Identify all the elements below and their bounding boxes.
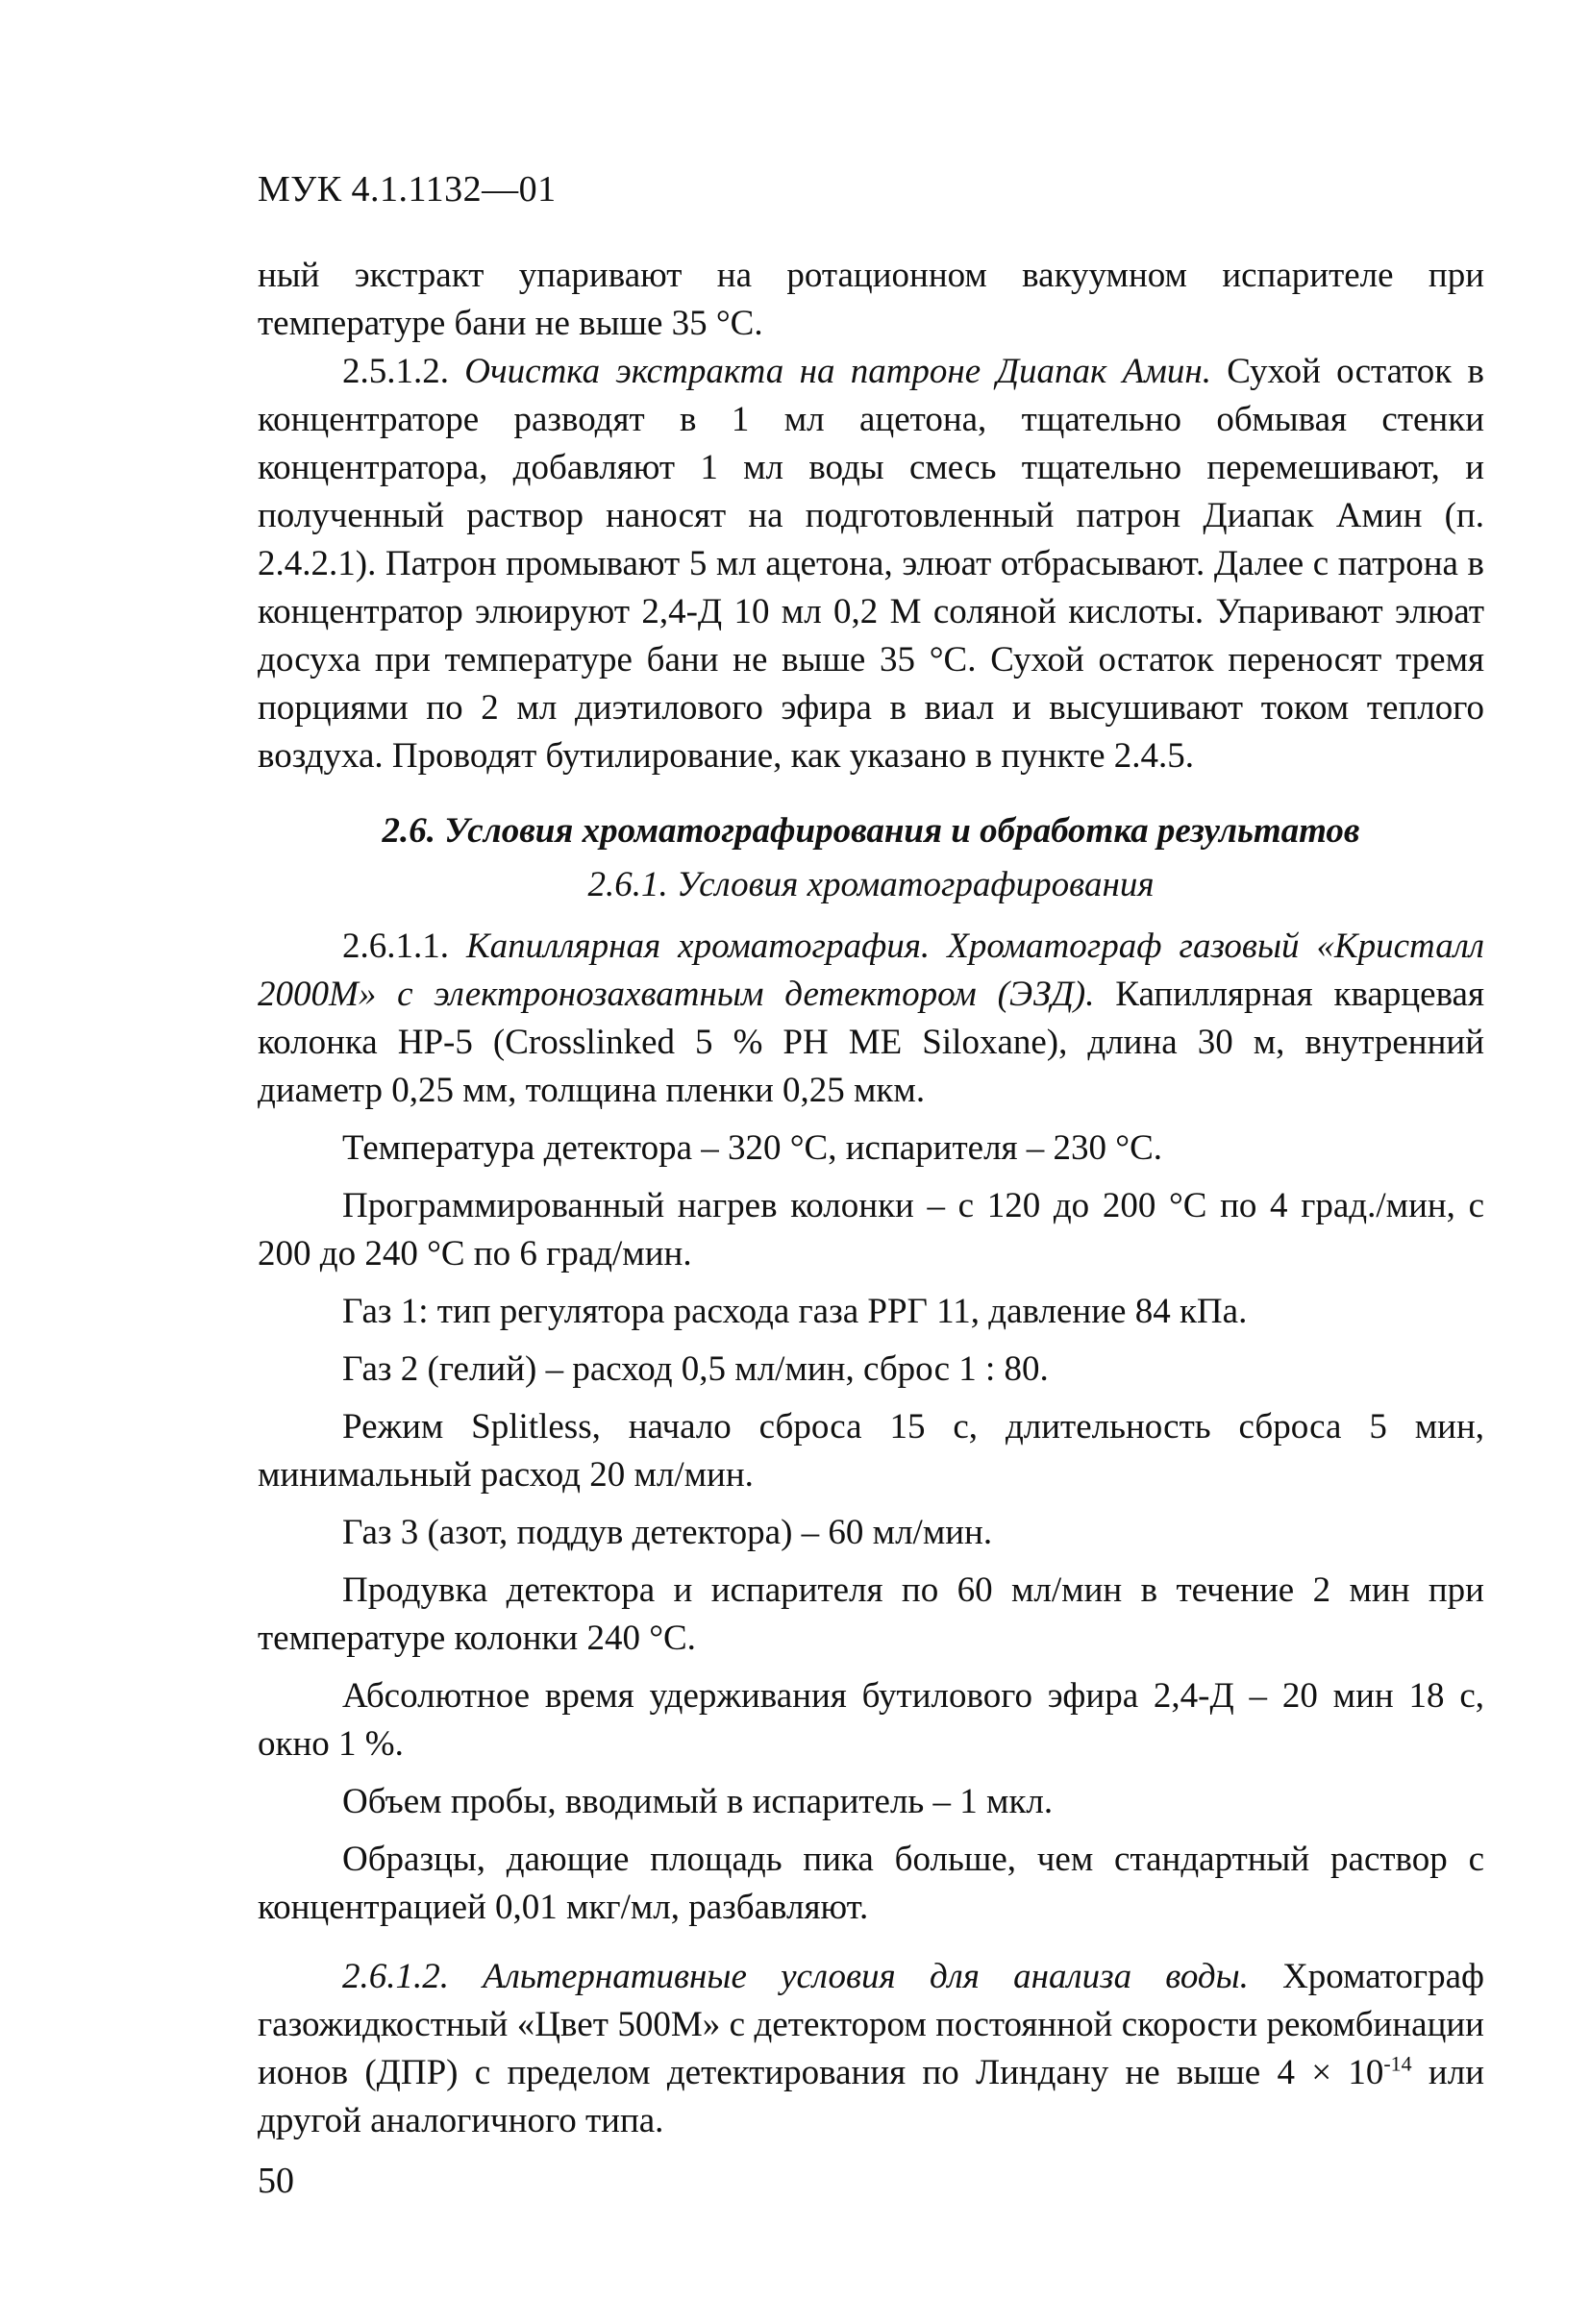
- document-body: [258, 252, 1484, 2145]
- paragraph-gas-1: Газ 1: тип регулятора расхода газа РРГ 11, давление 84 кПа.: [342, 1292, 1248, 1331]
- paragraph-text-end: или другой аналогичного типа.: [258, 2053, 1484, 2140]
- paragraph-gas-2: Газ 2 (гелий) – расход 0,5 мл/мин, сброс 1 : 80.: [342, 1349, 1049, 1389]
- section-heading-2-6: 2.6. Условия хроматографирования и обработка результатов: [382, 811, 1360, 851]
- paragraph-title: Очистка экстракта на патроне Диапак Амин.: [464, 352, 1211, 391]
- paragraph-gas-3: Газ 3 (азот, поддув детектора) – 60 мл/мин.: [342, 1513, 993, 1552]
- paragraph-number: 2.6.1.1.: [342, 927, 467, 966]
- paragraph-number: 2.5.1.2.: [342, 352, 465, 391]
- paragraph-text: Хроматограф газожидкостный «Цвет 500М» с детектором постоянной скорости рекомбинации ионов (ДПР) с пределом детектирования по Линдану не выше 4 × 10: [258, 1957, 1484, 2092]
- paragraph-text: Капиллярная кварцевая колонка НР-5 (Crosslinked 5 % PH ME Siloxane), длина 30 м, внутренний диаметр 0,25 мм, толщина пленки 0,25 мкм.: [258, 975, 1484, 1110]
- paragraph-splitless: Режим Splitless, начало сброса 15 с, длительность сброса 5 мин, минимальный расход 20 мл/мин.: [258, 1407, 1484, 1495]
- exponent: -14: [1383, 2051, 1412, 2076]
- paragraph-evaporation: ный экстракт упаривают на ротационном вакуумном испарителе при температуре бани не выше 35 °С.: [258, 256, 1484, 343]
- paragraph-2-6-1-1: [258, 923, 1484, 1115]
- paragraph-purge: Продувка детектора и испарителя по 60 мл/мин в течение 2 мин при температуре колонки 240 °С.: [258, 1570, 1484, 1658]
- subsection-heading-2-6-1: 2.6.1. Условия хроматографирования: [587, 865, 1155, 904]
- paragraph-retention-time: Абсолютное время удерживания бутилового эфира 2,4-Д – 20 мин 18 с, окно 1 %.: [258, 1676, 1484, 1764]
- paragraph-2-6-1-2: [258, 1953, 1484, 2145]
- paragraph-title: Капиллярная хроматография. Хроматограф газовый «Кристалл 2000М» с электронозахватным детектором (ЭЗД).: [258, 927, 1484, 1014]
- paragraph-text: Сухой остаток в концентраторе разводят в 1 мл ацетона, тщательно обмывая стенки концентратора, добавляют 1 мл воды смесь тщательно перемешивают, и полученный раствор наносят на подготовленный патрон Диапак Амин (п. 2.4.2.1). Патрон промывают 5 мл ацетона, элюат отбрасывают. Далее с патрона в концентратор элюируют 2,4-Д 10 мл 0,2 М соляной кислоты. Упаривают элюат досуха при температуре бани не выше 35 °С. Сухой остаток переносят тремя порциями по 2 мл диэтилового эфира в виал и высушивают током теплого воздуха. Проводят бутилирование, как указано в пункте 2.4.5.: [258, 352, 1484, 776]
- paragraph-sample-volume: Объем пробы, вводимый в испаритель – 1 мкл.: [342, 1782, 1054, 1821]
- paragraph-title: 2.6.1.2. Альтернативные условия для анализа воды.: [342, 1957, 1249, 1996]
- document-code-header: МУК 4.1.1132—01: [258, 169, 557, 210]
- paragraph-2-5-1-2: [258, 348, 1484, 780]
- paragraph-detector-temp: Температура детектора – 320 °С, испарителя – 230 °С.: [342, 1128, 1163, 1168]
- paragraph-dilution: Образцы, дающие площадь пика больше, чем стандартный раствор с концентрацией 0,01 мкг/мл, разбавляют.: [258, 1840, 1484, 1927]
- paragraph-column-program: Программированный нагрев колонки – с 120 до 200 °С по 4 град./мин, с 200 до 240 °С по 6 град/мин.: [258, 1186, 1484, 1273]
- page-number: 50: [258, 2161, 294, 2201]
